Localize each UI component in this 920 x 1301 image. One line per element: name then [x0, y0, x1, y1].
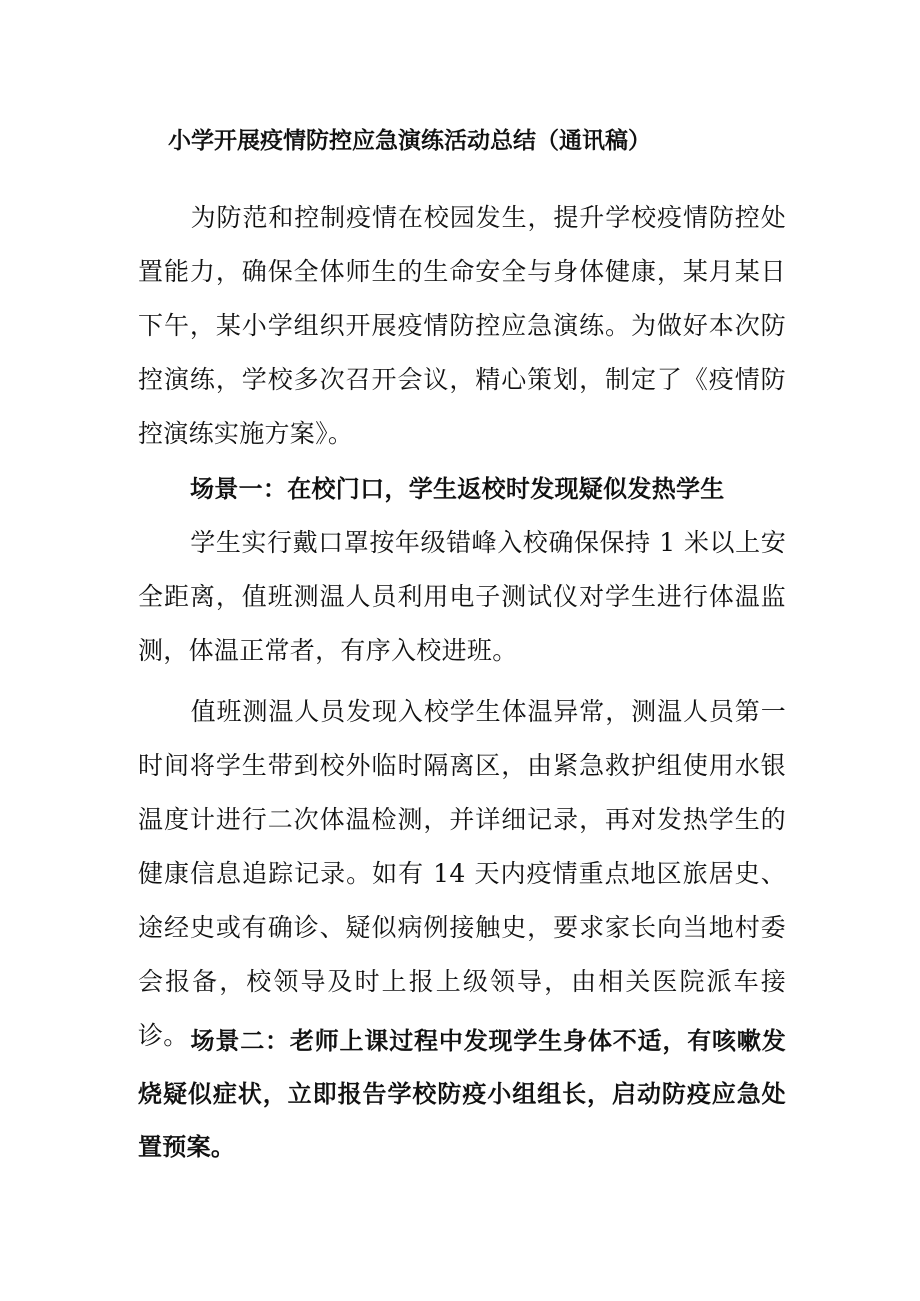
intro-paragraph — [138, 191, 786, 461]
scene1-paragraph-2 — [138, 685, 786, 1063]
scene1-paragraph-1 — [138, 516, 786, 678]
intro-paragraph-text: 为防范和控制疫情在校园发生，提升学校疫情防控处置能力，确保全体师生的生命安全与身体健康，某月某日下午，某小学组织开展疫情防控应急演练。为做好本次防控演练，学校多次召开会议，精心策划，制定了《疫情防控演练实施方案》。 — [138, 203, 786, 448]
scene2-heading — [138, 1015, 786, 1174]
scene1-paragraph-1-text: 学生实行戴口罩按年级错峰入校确保保持 1 米以上安全距离，值班测温人员利用电子测试仪对学生进行体温监测，体温正常者，有序入校进班。 — [138, 528, 786, 665]
scene1-paragraph-2-text: 值班测温人员发现入校学生体温异常，测温人员第一时间将学生带到校外临时隔离区，由紧急救护组使用水银温度计进行二次体温检测，并详细记录，再对发热学生的健康信息追踪记录。如有 14 天内疫情重点地区旅居史、途经史或有确诊、疑似病例接触史，要求家长向当地村委会报备，校领导及时上报上级领导，由相关医院派车接诊。 — [138, 697, 786, 1050]
scene2-heading-text: 场景二：老师上课过程中发现学生身体不适，有咳嗽发烧疑似症状，立即报告学校防疫小组组长，启动防疫应急处置预案。 — [138, 1027, 786, 1161]
document-title: 小学开展疫情防控应急演练活动总结（通讯稿） — [168, 128, 651, 154]
scene1-heading — [138, 462, 786, 516]
scene1-heading-text: 场景一：在校门口，学生返校时发现疑似发热学生 — [190, 475, 725, 503]
